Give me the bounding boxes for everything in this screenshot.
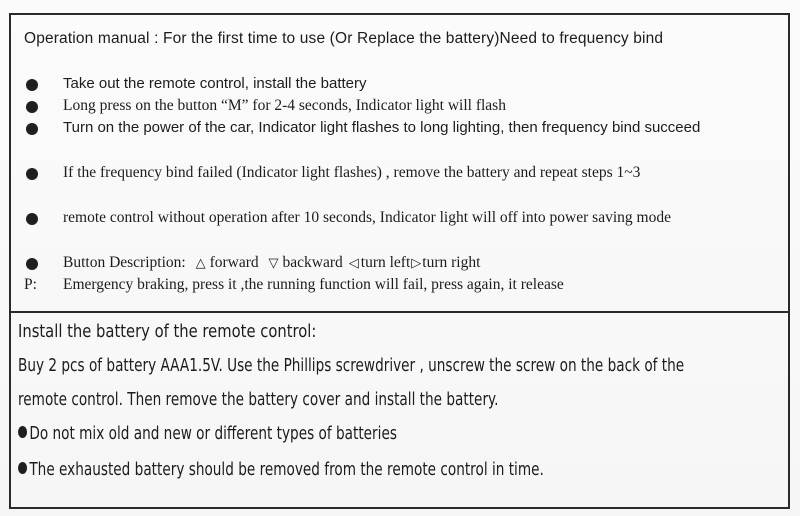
left-triangle-icon: ◁ <box>348 255 359 270</box>
battery-install-section <box>11 313 788 507</box>
backward-triangle-icon: ▽ <box>268 255 279 270</box>
operation-manual-section <box>11 15 788 313</box>
turn-right-label: turn right <box>422 254 481 271</box>
step-text: Take out the remote control, install the battery <box>63 75 367 92</box>
bullet-icon <box>26 101 38 113</box>
emergency-braking-text: Emergency braking, press it ,the running function will fail, press again, it release <box>63 276 564 293</box>
turn-left-label: turn left <box>360 254 411 271</box>
forward-label: forward <box>209 254 259 271</box>
battery-install-block <box>18 319 784 483</box>
bullet-icon <box>26 79 38 91</box>
operation-manual-heading: Operation manual : For the first time to use (Or Replace the battery)Need to frequency bind <box>24 30 664 47</box>
battery-warning-text: The exhausted battery should be removed from the remote control in time. <box>29 459 544 480</box>
button-description <box>63 252 768 274</box>
bullet-icon <box>18 426 27 438</box>
battery-warning-item <box>18 457 598 483</box>
bullet-icon <box>26 168 38 180</box>
bullet-icon <box>18 462 27 474</box>
battery-warning-item <box>18 421 598 447</box>
battery-install-line-2: remote control. Then remove the battery cover and install the battery. <box>18 389 499 410</box>
battery-warning-text: Do not mix old and new or different types of batteries <box>29 423 397 444</box>
right-triangle-icon: ▷ <box>411 255 422 270</box>
forward-triangle-icon: △ <box>195 255 206 270</box>
step-text: remote control without operation after 10 seconds, Indicator light will off into power saving mode <box>63 209 671 226</box>
step-text: If the frequency bind failed (Indicator light flashes) , remove the battery and repeat steps 1~3 <box>63 164 641 181</box>
bullet-icon <box>26 258 38 270</box>
bullet-icon <box>26 123 38 135</box>
battery-install-line-1: Buy 2 pcs of battery AAA1.5V. Use the Phillips screwdriver , unscrew the screw on the back of the <box>18 355 685 376</box>
manual-frame <box>9 13 790 509</box>
button-description-label: Button Description: <box>63 254 186 271</box>
backward-label: backward <box>282 254 343 271</box>
step-text: Turn on the power of the car, Indicator light flashes to long lighting, then frequency bind succeed <box>63 119 701 136</box>
bullet-icon <box>26 213 38 225</box>
step-text: Long press on the button “M” for 2-4 seconds, Indicator light will flash <box>63 97 506 114</box>
battery-install-title: Install the battery of the remote control: <box>18 321 317 342</box>
p-button-label: P: <box>24 276 37 293</box>
